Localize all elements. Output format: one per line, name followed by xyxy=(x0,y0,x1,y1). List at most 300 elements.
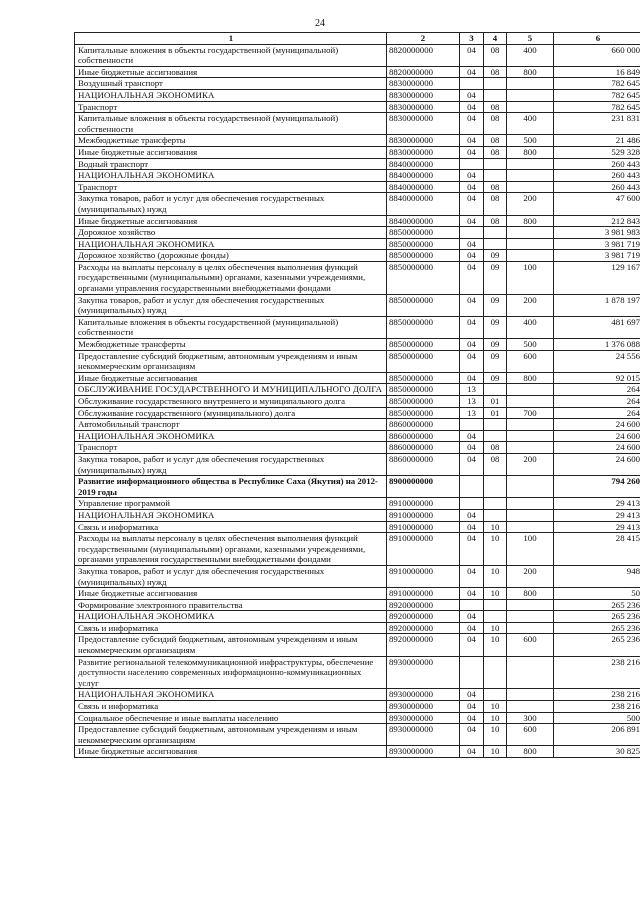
row-amount-cell: 30 825 xyxy=(554,746,640,758)
row-name-cell: Связь и информатика xyxy=(75,701,387,713)
table-row xyxy=(75,599,640,611)
row-section-cell: 04 xyxy=(460,521,484,533)
row-code-cell: 8850000000 xyxy=(387,316,460,338)
row-subsection-cell: 09 xyxy=(484,339,507,351)
row-amount-cell: 660 000 xyxy=(554,44,640,66)
row-amount-cell: 264 xyxy=(554,396,640,408)
row-expense-type-cell xyxy=(507,656,554,689)
table-row xyxy=(75,181,640,193)
row-expense-type-cell xyxy=(507,701,554,713)
row-amount-cell: 92 015 xyxy=(554,372,640,384)
row-name-cell: Закупка товаров, работ и услуг для обеспечения государственных (муниципальных) нужд xyxy=(75,565,387,587)
row-section-cell: 04 xyxy=(460,89,484,101)
row-section-cell: 04 xyxy=(460,724,484,746)
row-section-cell xyxy=(460,599,484,611)
row-amount-cell: 264 xyxy=(554,407,640,419)
row-amount-cell: 231 831 xyxy=(554,113,640,135)
column-header-4: 4 xyxy=(484,33,507,45)
row-code-cell: 8850000000 xyxy=(387,396,460,408)
row-amount-cell: 260 443 xyxy=(554,158,640,170)
row-code-cell: 8840000000 xyxy=(387,215,460,227)
row-expense-type-cell: 800 xyxy=(507,66,554,78)
row-section-cell: 04 xyxy=(460,712,484,724)
table-row xyxy=(75,724,640,746)
row-code-cell: 8830000000 xyxy=(387,101,460,113)
row-section-cell: 04 xyxy=(460,634,484,656)
row-subsection-cell: 09 xyxy=(484,316,507,338)
table-row xyxy=(75,113,640,135)
row-subsection-cell: 09 xyxy=(484,372,507,384)
row-code-cell: 8910000000 xyxy=(387,533,460,566)
row-expense-type-cell xyxy=(507,238,554,250)
row-code-cell: 8910000000 xyxy=(387,588,460,600)
row-name-cell: Расходы на выплаты персоналу в целях обеспечения выполнения функций государственными (муниципальными) органами, казенными учреждениями, органами управления государственными внебюджетными фондами xyxy=(75,261,387,294)
row-expense-type-cell: 500 xyxy=(507,135,554,147)
row-amount-cell: 24 556 xyxy=(554,350,640,372)
row-section-cell: 13 xyxy=(460,384,484,396)
row-subsection-cell: 10 xyxy=(484,533,507,566)
row-name-cell: Воздушный транспорт xyxy=(75,78,387,90)
row-subsection-cell: 08 xyxy=(484,113,507,135)
row-code-cell: 8820000000 xyxy=(387,44,460,66)
row-subsection-cell: 08 xyxy=(484,146,507,158)
row-expense-type-cell: 300 xyxy=(507,712,554,724)
row-expense-type-cell: 400 xyxy=(507,44,554,66)
row-name-cell: Межбюджетные трансферты xyxy=(75,339,387,351)
row-subsection-cell xyxy=(484,238,507,250)
table-row xyxy=(75,78,640,90)
row-subsection-cell: 08 xyxy=(484,453,507,475)
table-row xyxy=(75,193,640,215)
row-subsection-cell: 09 xyxy=(484,350,507,372)
row-subsection-cell xyxy=(484,158,507,170)
row-name-cell: НАЦИОНАЛЬНАЯ ЭКОНОМИКА xyxy=(75,430,387,442)
row-amount-cell: 21 486 xyxy=(554,135,640,147)
row-name-cell: Связь и информатика xyxy=(75,521,387,533)
row-subsection-cell: 10 xyxy=(484,622,507,634)
row-section-cell xyxy=(460,78,484,90)
row-expense-type-cell xyxy=(507,498,554,510)
row-subsection-cell: 08 xyxy=(484,193,507,215)
row-code-cell: 8860000000 xyxy=(387,430,460,442)
table-row xyxy=(75,135,640,147)
row-amount-cell: 24 600 xyxy=(554,419,640,431)
table-row xyxy=(75,430,640,442)
row-section-cell: 04 xyxy=(460,66,484,78)
row-amount-cell: 16 849 xyxy=(554,66,640,78)
column-header-3: 3 xyxy=(460,33,484,45)
row-amount-cell: 24 600 xyxy=(554,453,640,475)
row-code-cell: 8850000000 xyxy=(387,250,460,262)
row-section-cell xyxy=(460,498,484,510)
row-amount-cell: 782 645 xyxy=(554,78,640,90)
row-amount-cell: 529 328 xyxy=(554,146,640,158)
table-row xyxy=(75,442,640,454)
row-expense-type-cell: 600 xyxy=(507,634,554,656)
row-subsection-cell xyxy=(484,419,507,431)
row-name-cell: Водный транспорт xyxy=(75,158,387,170)
table-row xyxy=(75,158,640,170)
row-subsection-cell xyxy=(484,227,507,239)
row-code-cell: 8850000000 xyxy=(387,384,460,396)
table-row xyxy=(75,238,640,250)
row-expense-type-cell xyxy=(507,476,554,498)
row-name-cell: Предоставление субсидий бюджетным, автономным учреждениям и иным некоммерческим организациям xyxy=(75,724,387,746)
row-section-cell xyxy=(460,656,484,689)
row-subsection-cell: 01 xyxy=(484,396,507,408)
row-code-cell: 8840000000 xyxy=(387,170,460,182)
row-code-cell: 8830000000 xyxy=(387,78,460,90)
row-amount-cell: 1 376 088 xyxy=(554,339,640,351)
table-row xyxy=(75,227,640,239)
row-section-cell: 04 xyxy=(460,261,484,294)
row-section-cell: 04 xyxy=(460,250,484,262)
table-row xyxy=(75,89,640,101)
row-amount-cell: 500 xyxy=(554,712,640,724)
row-amount-cell: 260 443 xyxy=(554,181,640,193)
row-subsection-cell: 10 xyxy=(484,712,507,724)
row-code-cell: 8920000000 xyxy=(387,622,460,634)
row-expense-type-cell xyxy=(507,101,554,113)
row-amount-cell: 3 981 983 xyxy=(554,227,640,239)
column-header-2: 2 xyxy=(387,33,460,45)
row-amount-cell: 481 697 xyxy=(554,316,640,338)
row-subsection-cell: 10 xyxy=(484,701,507,713)
row-amount-cell: 265 236 xyxy=(554,611,640,623)
row-code-cell: 8830000000 xyxy=(387,146,460,158)
row-amount-cell: 264 xyxy=(554,384,640,396)
row-subsection-cell xyxy=(484,498,507,510)
row-name-cell: Капитальные вложения в объекты государственной (муниципальной) собственности xyxy=(75,316,387,338)
page-number: 24 xyxy=(315,18,325,29)
row-name-cell: Управление программой xyxy=(75,498,387,510)
row-expense-type-cell: 200 xyxy=(507,193,554,215)
table-row xyxy=(75,396,640,408)
row-expense-type-cell: 800 xyxy=(507,215,554,227)
row-section-cell: 04 xyxy=(460,350,484,372)
row-expense-type-cell xyxy=(507,158,554,170)
row-name-cell: Иные бюджетные ассигнования xyxy=(75,588,387,600)
row-subsection-cell xyxy=(484,656,507,689)
table-row xyxy=(75,701,640,713)
table-row xyxy=(75,453,640,475)
row-expense-type-cell: 800 xyxy=(507,746,554,758)
row-section-cell: 04 xyxy=(460,701,484,713)
row-section-cell: 04 xyxy=(460,193,484,215)
row-amount-cell: 3 981 719 xyxy=(554,238,640,250)
row-subsection-cell: 08 xyxy=(484,66,507,78)
table-row xyxy=(75,419,640,431)
row-name-cell: Иные бюджетные ассигнования xyxy=(75,146,387,158)
row-amount-cell: 260 443 xyxy=(554,170,640,182)
row-section-cell: 04 xyxy=(460,44,484,66)
row-amount-cell: 265 236 xyxy=(554,634,640,656)
row-amount-cell: 238 216 xyxy=(554,701,640,713)
row-subsection-cell xyxy=(484,689,507,701)
row-name-cell: Межбюджетные трансферты xyxy=(75,135,387,147)
row-subsection-cell: 09 xyxy=(484,294,507,316)
row-expense-type-cell xyxy=(507,509,554,521)
row-expense-type-cell xyxy=(507,419,554,431)
row-name-cell: Иные бюджетные ассигнования xyxy=(75,66,387,78)
table-row xyxy=(75,339,640,351)
row-code-cell: 8850000000 xyxy=(387,407,460,419)
row-name-cell: Обслуживание государственного (муниципального) долга xyxy=(75,407,387,419)
row-name-cell: Автомобильный транспорт xyxy=(75,419,387,431)
row-code-cell: 8850000000 xyxy=(387,227,460,239)
table-row xyxy=(75,250,640,262)
row-amount-cell: 238 216 xyxy=(554,656,640,689)
row-code-cell: 8910000000 xyxy=(387,521,460,533)
row-subsection-cell: 10 xyxy=(484,521,507,533)
table-row xyxy=(75,521,640,533)
row-subsection-cell: 08 xyxy=(484,44,507,66)
row-code-cell: 8830000000 xyxy=(387,113,460,135)
row-section-cell: 04 xyxy=(460,294,484,316)
row-code-cell: 8840000000 xyxy=(387,181,460,193)
row-expense-type-cell: 700 xyxy=(507,407,554,419)
table-row xyxy=(75,44,640,66)
row-code-cell: 8910000000 xyxy=(387,565,460,587)
row-amount-cell: 129 167 xyxy=(554,261,640,294)
row-code-cell: 8820000000 xyxy=(387,66,460,78)
row-code-cell: 8930000000 xyxy=(387,701,460,713)
row-amount-cell: 265 236 xyxy=(554,599,640,611)
table-row xyxy=(75,533,640,566)
row-section-cell: 04 xyxy=(460,170,484,182)
table-row xyxy=(75,611,640,623)
row-name-cell: Связь и информатика xyxy=(75,622,387,634)
budget-table xyxy=(74,32,640,758)
row-code-cell: 8930000000 xyxy=(387,712,460,724)
row-expense-type-cell: 400 xyxy=(507,316,554,338)
row-expense-type-cell: 100 xyxy=(507,533,554,566)
row-subsection-cell: 10 xyxy=(484,588,507,600)
row-code-cell: 8830000000 xyxy=(387,89,460,101)
row-expense-type-cell xyxy=(507,442,554,454)
row-subsection-cell xyxy=(484,509,507,521)
row-expense-type-cell xyxy=(507,384,554,396)
row-code-cell: 8930000000 xyxy=(387,724,460,746)
table-row xyxy=(75,656,640,689)
row-expense-type-cell xyxy=(507,622,554,634)
row-amount-cell: 948 xyxy=(554,565,640,587)
row-section-cell: 04 xyxy=(460,238,484,250)
row-amount-cell: 47 600 xyxy=(554,193,640,215)
row-section-cell: 04 xyxy=(460,588,484,600)
row-name-cell: НАЦИОНАЛЬНАЯ ЭКОНОМИКА xyxy=(75,689,387,701)
row-subsection-cell: 10 xyxy=(484,724,507,746)
row-amount-cell: 29 413 xyxy=(554,498,640,510)
table-body xyxy=(75,44,640,757)
row-amount-cell: 29 413 xyxy=(554,509,640,521)
row-amount-cell: 212 843 xyxy=(554,215,640,227)
row-name-cell: Дорожное хозяйство (дорожные фонды) xyxy=(75,250,387,262)
column-header-6: 6 xyxy=(554,33,640,45)
row-expense-type-cell xyxy=(507,89,554,101)
row-section-cell: 04 xyxy=(460,316,484,338)
row-subsection-cell: 10 xyxy=(484,746,507,758)
table-row xyxy=(75,384,640,396)
row-subsection-cell xyxy=(484,476,507,498)
table-row xyxy=(75,712,640,724)
row-section-cell: 04 xyxy=(460,509,484,521)
table-row xyxy=(75,215,640,227)
table-row xyxy=(75,588,640,600)
row-name-cell: Обслуживание государственного внутреннего и муниципального долга xyxy=(75,396,387,408)
row-section-cell: 04 xyxy=(460,565,484,587)
row-amount-cell: 1 878 197 xyxy=(554,294,640,316)
row-section-cell: 04 xyxy=(460,135,484,147)
row-section-cell xyxy=(460,476,484,498)
row-expense-type-cell xyxy=(507,396,554,408)
row-name-cell: Формирование электронного правительства xyxy=(75,599,387,611)
row-amount-cell: 3 981 719 xyxy=(554,250,640,262)
row-amount-cell: 50 xyxy=(554,588,640,600)
row-section-cell: 04 xyxy=(460,689,484,701)
row-code-cell: 8850000000 xyxy=(387,372,460,384)
row-section-cell: 13 xyxy=(460,407,484,419)
row-name-cell: НАЦИОНАЛЬНАЯ ЭКОНОМИКА xyxy=(75,509,387,521)
row-name-cell: Предоставление субсидий бюджетным, автономным учреждениям и иным некоммерческим организациям xyxy=(75,350,387,372)
row-name-cell: Развитие региональной телекоммуникационной инфраструктуры, обеспечение доступности населению современных информационно-коммуникационных услуг xyxy=(75,656,387,689)
row-name-cell: НАЦИОНАЛЬНАЯ ЭКОНОМИКА xyxy=(75,238,387,250)
table-row xyxy=(75,509,640,521)
row-code-cell: 8910000000 xyxy=(387,498,460,510)
row-expense-type-cell xyxy=(507,599,554,611)
table-row xyxy=(75,294,640,316)
row-expense-type-cell xyxy=(507,611,554,623)
table-row xyxy=(75,498,640,510)
table-row xyxy=(75,316,640,338)
row-section-cell: 04 xyxy=(460,146,484,158)
row-subsection-cell: 09 xyxy=(484,261,507,294)
row-subsection-cell xyxy=(484,430,507,442)
row-code-cell: 8850000000 xyxy=(387,339,460,351)
row-name-cell: Закупка товаров, работ и услуг для обеспечения государственных (муниципальных) нужд xyxy=(75,294,387,316)
row-name-cell: НАЦИОНАЛЬНАЯ ЭКОНОМИКА xyxy=(75,611,387,623)
row-expense-type-cell: 200 xyxy=(507,294,554,316)
row-subsection-cell: 08 xyxy=(484,101,507,113)
row-name-cell: Транспорт xyxy=(75,181,387,193)
row-expense-type-cell xyxy=(507,78,554,90)
table-row xyxy=(75,407,640,419)
row-amount-cell: 24 600 xyxy=(554,442,640,454)
column-header-1: 1 xyxy=(75,33,387,45)
row-name-cell: Предоставление субсидий бюджетным, автономным учреждениям и иным некоммерческим организациям xyxy=(75,634,387,656)
row-name-cell: Расходы на выплаты персоналу в целях обеспечения выполнения функций государственными (муниципальными) органами, казенными учреждениями, органами управления государственными внебюджетными фондами xyxy=(75,533,387,566)
row-name-cell: Иные бюджетные ассигнования xyxy=(75,372,387,384)
row-name-cell: Транспорт xyxy=(75,442,387,454)
row-name-cell: Закупка товаров, работ и услуг для обеспечения государственных (муниципальных) нужд xyxy=(75,193,387,215)
row-code-cell: 8860000000 xyxy=(387,453,460,475)
row-amount-cell: 29 413 xyxy=(554,521,640,533)
row-code-cell: 8860000000 xyxy=(387,419,460,431)
row-expense-type-cell: 600 xyxy=(507,350,554,372)
row-code-cell: 8850000000 xyxy=(387,261,460,294)
table-row xyxy=(75,476,640,498)
table-row xyxy=(75,746,640,758)
row-code-cell: 8930000000 xyxy=(387,746,460,758)
row-expense-type-cell xyxy=(507,521,554,533)
row-name-cell: НАЦИОНАЛЬНАЯ ЭКОНОМИКА xyxy=(75,89,387,101)
row-expense-type-cell: 600 xyxy=(507,724,554,746)
row-section-cell: 04 xyxy=(460,339,484,351)
row-section-cell: 04 xyxy=(460,611,484,623)
row-code-cell: 8920000000 xyxy=(387,611,460,623)
row-section-cell xyxy=(460,227,484,239)
row-name-cell: Иные бюджетные ассигнования xyxy=(75,215,387,227)
row-subsection-cell xyxy=(484,384,507,396)
row-expense-type-cell: 200 xyxy=(507,453,554,475)
row-expense-type-cell xyxy=(507,181,554,193)
row-name-cell: ОБСЛУЖИВАНИЕ ГОСУДАРСТВЕННОГО И МУНИЦИПАЛЬНОГО ДОЛГА xyxy=(75,384,387,396)
row-code-cell: 8900000000 xyxy=(387,476,460,498)
row-name-cell: Иные бюджетные ассигнования xyxy=(75,746,387,758)
row-expense-type-cell xyxy=(507,250,554,262)
row-section-cell: 04 xyxy=(460,453,484,475)
row-amount-cell: 24 600 xyxy=(554,430,640,442)
row-subsection-cell: 09 xyxy=(484,250,507,262)
row-section-cell: 04 xyxy=(460,442,484,454)
table-row xyxy=(75,634,640,656)
row-subsection-cell: 08 xyxy=(484,215,507,227)
row-expense-type-cell xyxy=(507,170,554,182)
table-row xyxy=(75,170,640,182)
row-code-cell: 8850000000 xyxy=(387,294,460,316)
table-row xyxy=(75,146,640,158)
row-code-cell: 8930000000 xyxy=(387,689,460,701)
row-subsection-cell: 08 xyxy=(484,442,507,454)
table-row xyxy=(75,261,640,294)
row-expense-type-cell xyxy=(507,689,554,701)
table-header-row xyxy=(75,33,640,45)
row-expense-type-cell: 200 xyxy=(507,565,554,587)
row-amount-cell: 238 216 xyxy=(554,689,640,701)
row-name-cell: Дорожное хозяйство xyxy=(75,227,387,239)
table-row xyxy=(75,689,640,701)
table-row xyxy=(75,565,640,587)
column-header-5: 5 xyxy=(507,33,554,45)
row-subsection-cell xyxy=(484,170,507,182)
row-expense-type-cell: 800 xyxy=(507,372,554,384)
row-name-cell: Транспорт xyxy=(75,101,387,113)
row-subsection-cell xyxy=(484,611,507,623)
row-code-cell: 8830000000 xyxy=(387,135,460,147)
row-code-cell: 8930000000 xyxy=(387,656,460,689)
row-subsection-cell xyxy=(484,89,507,101)
row-section-cell: 04 xyxy=(460,430,484,442)
row-subsection-cell xyxy=(484,599,507,611)
row-name-cell: Капитальные вложения в объекты государственной (муниципальной) собственности xyxy=(75,44,387,66)
row-subsection-cell: 01 xyxy=(484,407,507,419)
row-section-cell: 04 xyxy=(460,113,484,135)
row-name-cell: Капитальные вложения в объекты государственной (муниципальной) собственности xyxy=(75,113,387,135)
row-expense-type-cell xyxy=(507,430,554,442)
row-section-cell xyxy=(460,419,484,431)
row-section-cell: 13 xyxy=(460,396,484,408)
table-row xyxy=(75,350,640,372)
row-section-cell: 04 xyxy=(460,372,484,384)
row-name-cell: Развитие информационного общества в Республике Саха (Якутия) на 2012-2019 годы xyxy=(75,476,387,498)
row-code-cell: 8920000000 xyxy=(387,634,460,656)
row-expense-type-cell: 400 xyxy=(507,113,554,135)
row-subsection-cell: 08 xyxy=(484,135,507,147)
row-expense-type-cell xyxy=(507,227,554,239)
row-section-cell: 04 xyxy=(460,215,484,227)
row-section-cell xyxy=(460,158,484,170)
row-name-cell: Закупка товаров, работ и услуг для обеспечения государственных (муниципальных) нужд xyxy=(75,453,387,475)
